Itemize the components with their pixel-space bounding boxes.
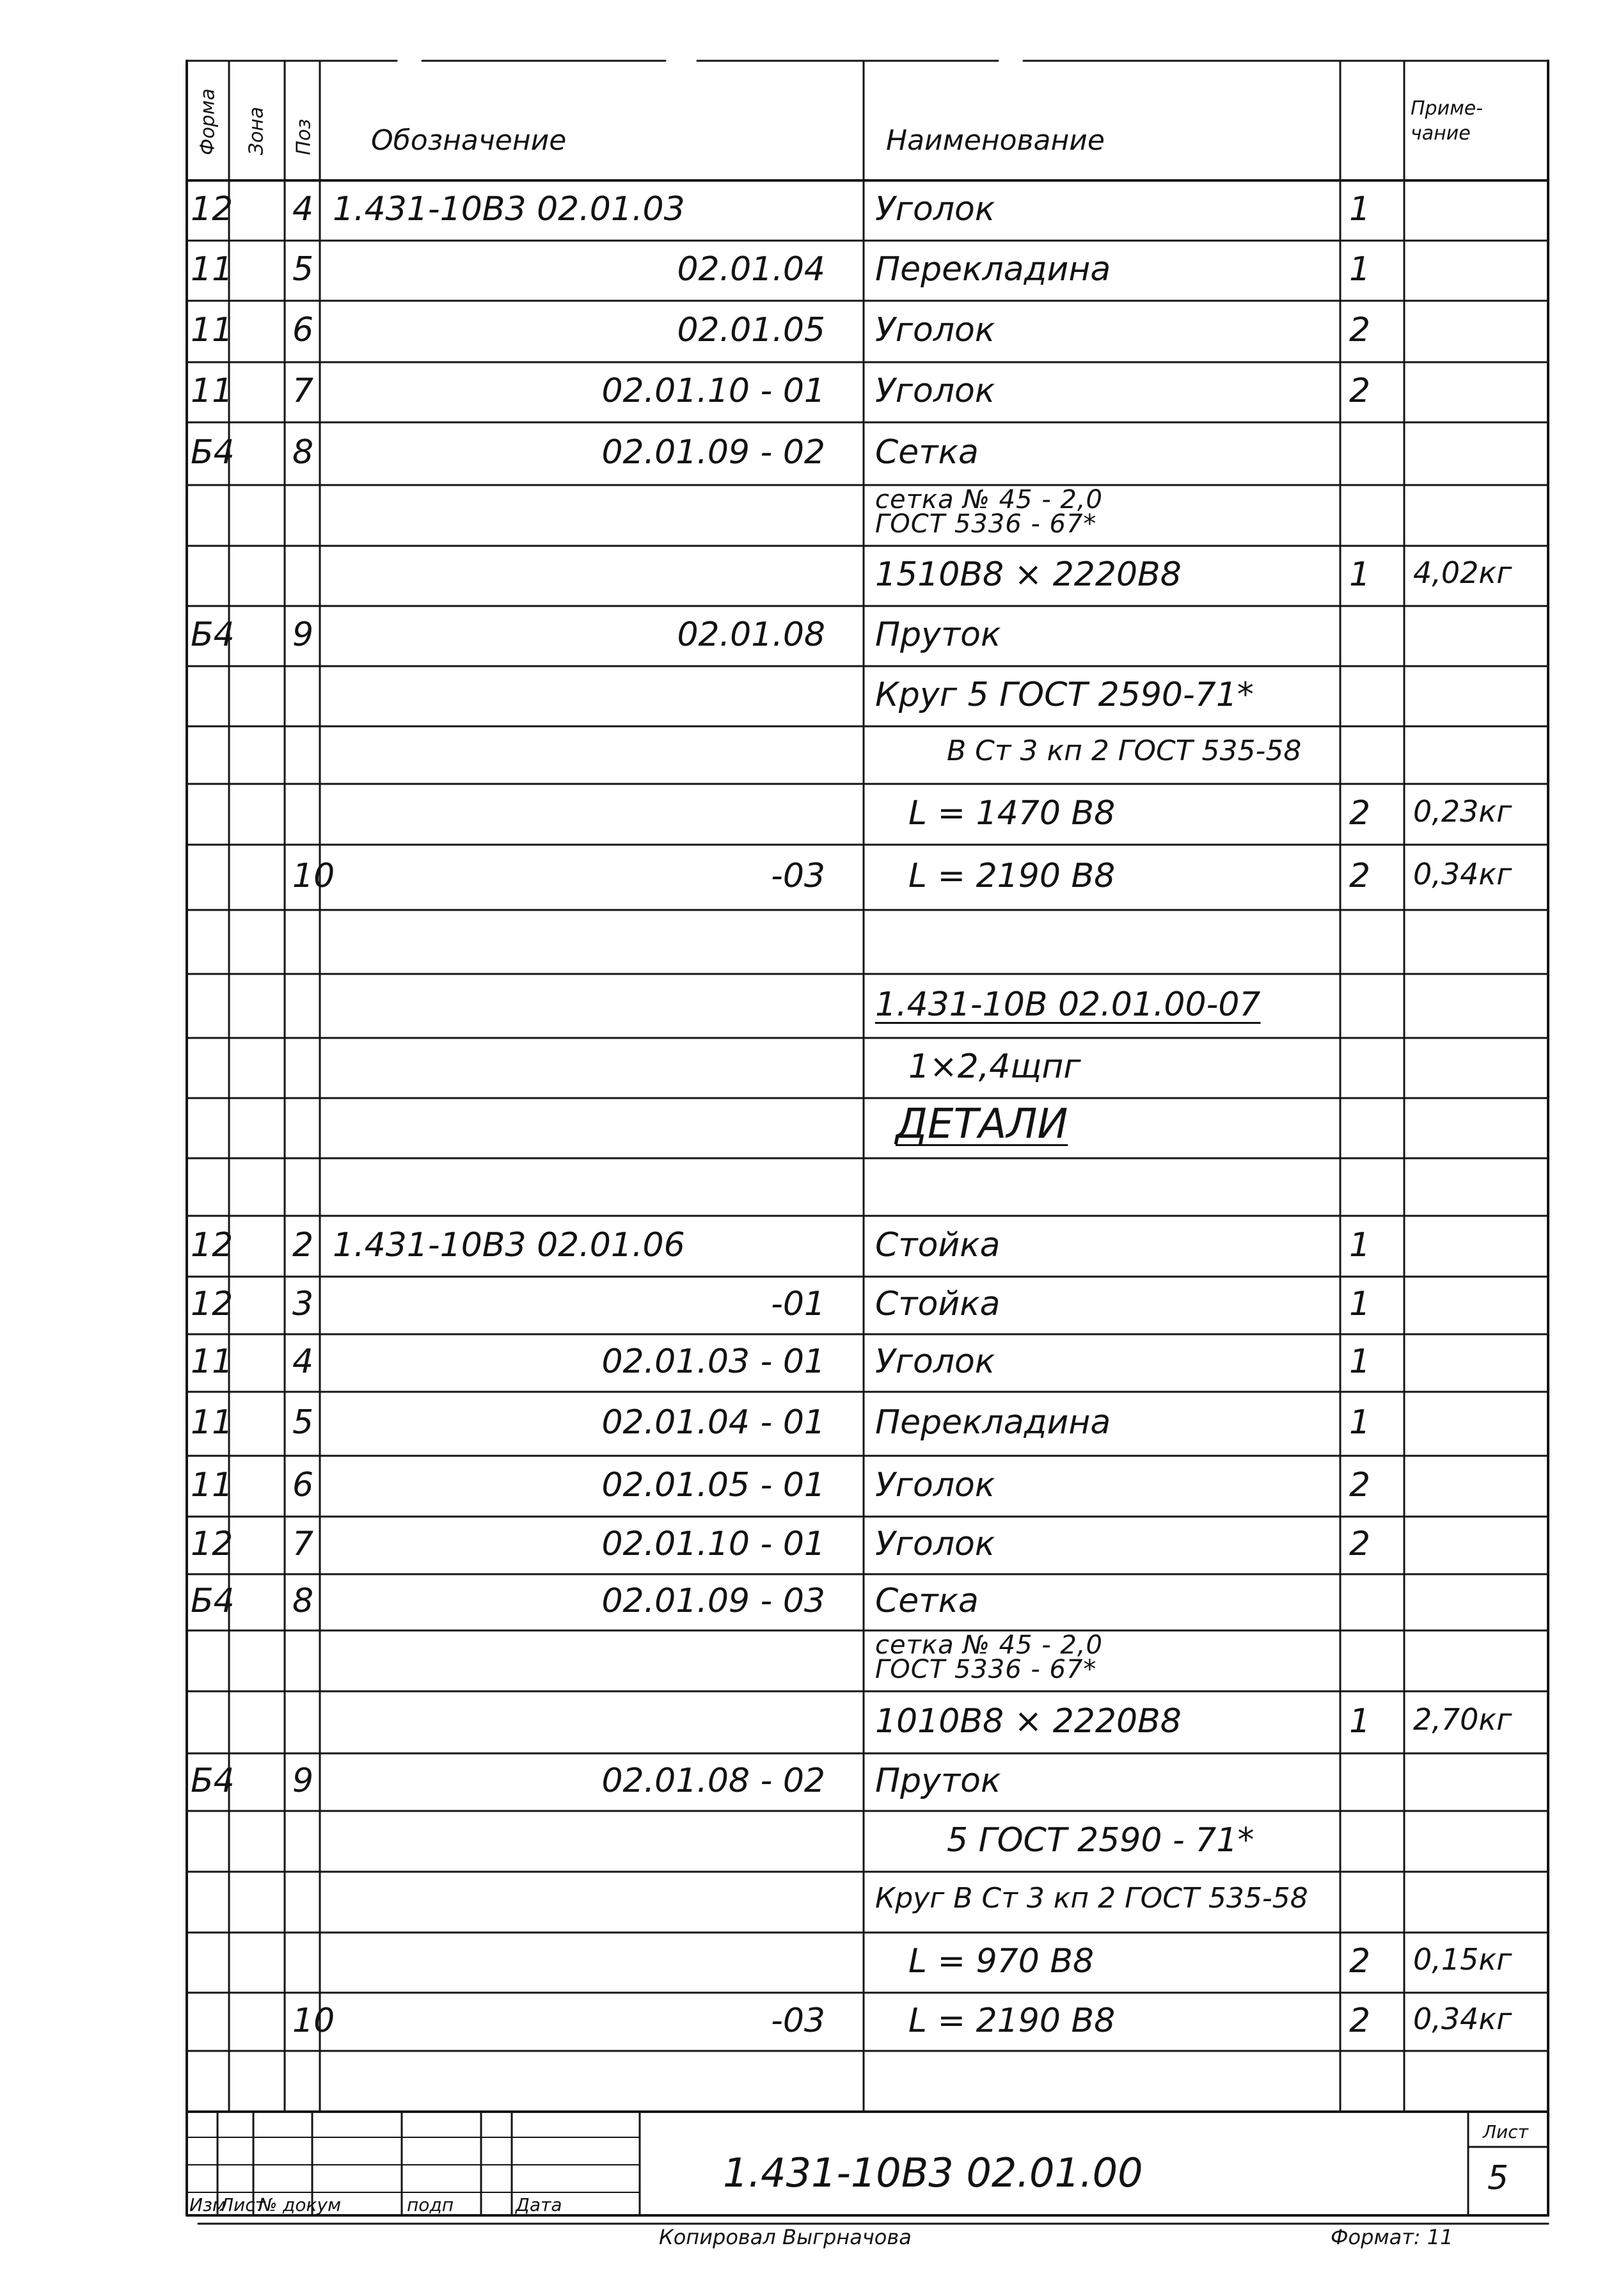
row-name: Круг 5 ГОСТ 2590-71*	[875, 676, 1254, 714]
row-designation: 02.01.08 - 02	[601, 1762, 825, 1800]
row-name: Круг В Ст 3 кп 2 ГОСТ 535-58	[875, 1881, 1308, 1915]
row-format: Б4	[191, 1762, 235, 1800]
row-format: 12	[191, 1285, 233, 1323]
row-note: 0,34кг	[1413, 2001, 1512, 2036]
row-designation: 02.01.04 - 01	[601, 1403, 825, 1442]
row-designation: -03	[771, 857, 825, 895]
row-name: Стойка	[875, 1225, 1001, 1264]
row-format: Б4	[191, 616, 235, 654]
row-position: 10	[292, 857, 335, 895]
header-name: Наименование	[886, 124, 1105, 157]
row-quantity: 2	[1349, 793, 1371, 833]
row-name: ДЕТАЛИ	[896, 1101, 1068, 1148]
row-format: 12	[191, 1525, 233, 1563]
row-name: Сетка	[875, 433, 979, 472]
header-zone: Зона	[245, 106, 268, 155]
header-format: Форма	[196, 88, 219, 155]
row-position: 4	[292, 190, 314, 228]
row-name: Пруток	[875, 616, 1001, 654]
row-quantity: 1	[1349, 190, 1371, 228]
row-designation: 02.01.03 - 01	[601, 1343, 825, 1381]
row-designation: 1.431-10В3 02.01.06	[333, 1225, 685, 1264]
tb-date-label: Дата	[516, 2194, 562, 2215]
row-format: 11	[191, 372, 233, 410]
row-name: L = 970 В8	[908, 1942, 1095, 1981]
row-note: 0,15кг	[1413, 1942, 1512, 1977]
row-name: 1010В8 × 2220В8	[875, 1702, 1182, 1741]
row-name: 1×2,4щпг	[908, 1048, 1081, 1086]
row-quantity: 1	[1349, 250, 1371, 289]
row-position: 2	[292, 1225, 314, 1264]
row-position: 5	[292, 1403, 314, 1442]
row-name: 1510В8 × 2220В8	[875, 555, 1182, 594]
row-name: сетка № 45 - 2,0 ГОСТ 5336 - 67*	[875, 485, 1103, 539]
header-pos: Поз	[292, 118, 315, 155]
sheet-number: 5	[1487, 2159, 1509, 2197]
row-name: L = 1470 В8	[908, 793, 1116, 833]
row-name: Пруток	[875, 1762, 1001, 1800]
row-format: 11	[191, 1465, 233, 1504]
row-position: 6	[292, 311, 314, 349]
row-name: 1.431-10В 02.01.00-07	[875, 985, 1261, 1024]
row-name: L = 2190 В8	[908, 857, 1116, 895]
row-position: 10	[292, 2001, 335, 2040]
format-label: Формат: 11	[1331, 2225, 1453, 2249]
row-format: 11	[191, 250, 233, 289]
row-designation: 02.01.08	[677, 616, 825, 654]
row-position: 3	[292, 1285, 314, 1323]
row-quantity: 2	[1349, 857, 1371, 895]
row-name: Перекладина	[875, 250, 1111, 289]
row-name: L = 2190 В8	[908, 2001, 1116, 2040]
row-quantity: 2	[1349, 1942, 1371, 1981]
tb-izm-label: Изм	[189, 2194, 226, 2215]
row-format: 12	[191, 1225, 233, 1264]
row-name: В Ст 3 кп 2 ГОСТ 535-58	[947, 735, 1302, 767]
row-designation: 02.01.05 - 01	[601, 1465, 825, 1504]
row-quantity: 1	[1349, 1702, 1371, 1741]
row-designation: 1.431-10В3 02.01.03	[333, 190, 685, 228]
row-quantity: 2	[1349, 311, 1371, 349]
row-format: 11	[191, 1343, 233, 1381]
row-position: 7	[292, 372, 314, 410]
row-designation: 02.01.09 - 02	[601, 433, 825, 472]
row-name: 5 ГОСТ 2590 - 71*	[947, 1821, 1254, 1860]
row-name: Уголок	[875, 311, 995, 349]
row-position: 8	[292, 433, 314, 472]
doc-number: 1.431-10В3 02.01.00	[723, 2149, 1143, 2196]
copied-by: Копировал Выгрначова	[659, 2225, 912, 2249]
row-quantity: 2	[1349, 1465, 1371, 1504]
tb-doc-label: № докум	[258, 2194, 342, 2215]
row-quantity: 2	[1349, 1525, 1371, 1563]
row-position: 4	[292, 1343, 314, 1381]
row-position: 5	[292, 250, 314, 289]
row-designation: 02.01.10 - 01	[601, 1525, 825, 1563]
row-quantity: 1	[1349, 555, 1371, 594]
row-format: 11	[191, 311, 233, 349]
row-quantity: 2	[1349, 372, 1371, 410]
row-note: 0,23кг	[1413, 793, 1512, 829]
row-name: Стойка	[875, 1285, 1001, 1323]
row-position: 8	[292, 1582, 314, 1620]
row-position: 9	[292, 1762, 314, 1800]
row-name: Уголок	[875, 1343, 995, 1381]
row-format: Б4	[191, 433, 235, 472]
row-quantity: 2	[1349, 2001, 1371, 2040]
row-name: Уголок	[875, 190, 995, 228]
row-quantity: 1	[1349, 1343, 1371, 1381]
header-note: Приме- чание	[1411, 97, 1483, 145]
row-note: 0,34кг	[1413, 857, 1512, 891]
row-name: Уголок	[875, 372, 995, 410]
row-quantity: 1	[1349, 1225, 1371, 1264]
row-name: Перекладина	[875, 1403, 1111, 1442]
row-quantity: 1	[1349, 1285, 1371, 1323]
row-name: сетка № 45 - 2,0 ГОСТ 5336 - 67*	[875, 1630, 1103, 1684]
row-note: 4,02кг	[1413, 555, 1512, 590]
row-designation: 02.01.09 - 03	[601, 1582, 825, 1620]
row-format: Б4	[191, 1582, 235, 1620]
row-name: Уголок	[875, 1465, 995, 1504]
tb-sign-label: подп	[407, 2194, 454, 2215]
row-note: 2,70кг	[1413, 1702, 1512, 1737]
row-designation: -01	[771, 1285, 825, 1323]
row-quantity: 1	[1349, 1403, 1371, 1442]
row-position: 6	[292, 1465, 314, 1504]
row-designation: -03	[771, 2001, 825, 2040]
row-format: 11	[191, 1403, 233, 1442]
row-name: Сетка	[875, 1582, 979, 1620]
tb-list-label: Лист	[220, 2194, 265, 2215]
row-position: 7	[292, 1525, 314, 1563]
row-position: 9	[292, 616, 314, 654]
row-designation: 02.01.10 - 01	[601, 372, 825, 410]
row-designation: 02.01.04	[677, 250, 825, 289]
row-format: 12	[191, 190, 233, 228]
row-designation: 02.01.05	[677, 311, 825, 349]
sheet-label: Лист	[1483, 2121, 1528, 2142]
header-designation: Обозначение	[371, 124, 567, 157]
row-name: Уголок	[875, 1525, 995, 1563]
